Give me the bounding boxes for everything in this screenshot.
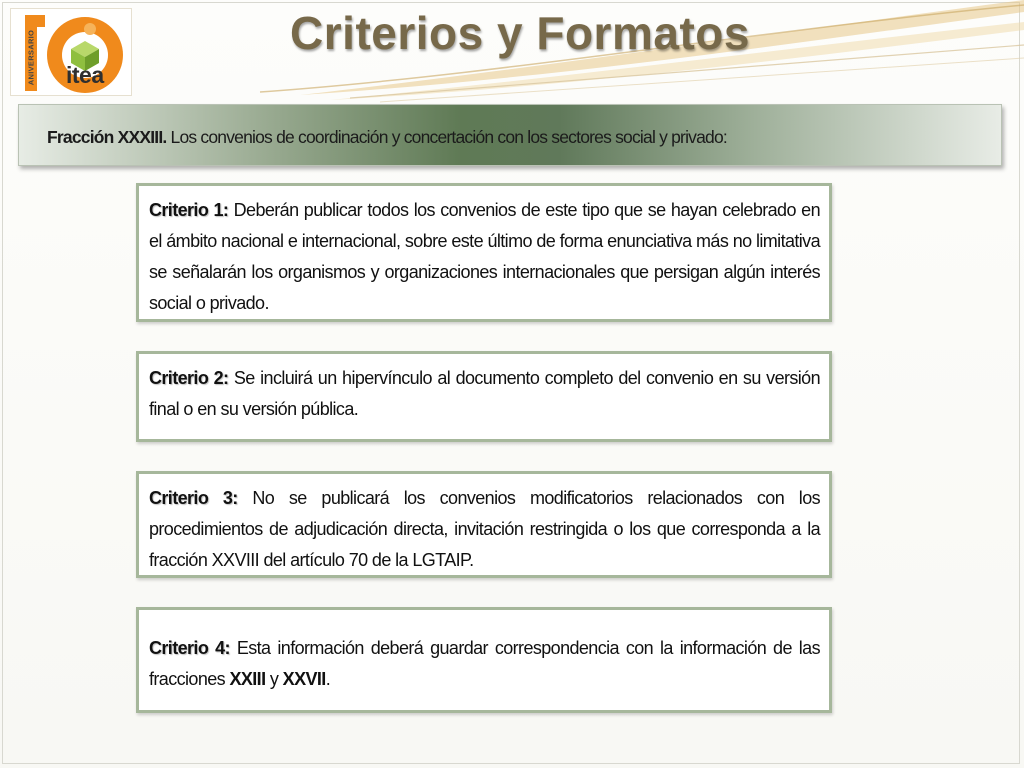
criterion-1-text [149, 195, 820, 319]
criterion-4-box [136, 607, 832, 713]
criterion-4-body: Esta información deberá guardar correspondencia con la información de las fracciones [149, 638, 820, 689]
criterion-4-fraction-a: XXIII [229, 669, 266, 689]
logo-brand-text: itea [66, 62, 104, 88]
criterion-2-text [149, 363, 820, 425]
criterion-4-text [149, 633, 820, 695]
criterion-3-body: No se publicará los convenios modificatorios relacionados con los procedimientos de adjudicación directa, invitación restringida o los que corresponda a la fracción XXVIII del artículo 70 de la LGTAIP. [149, 488, 820, 570]
criterion-1-body: Deberán publicar todos los convenios de este tipo que se hayan celebrado en el ámbito nacional e internacional, sobre este último de forma enunciativa más no limitativa se señalarán los organismos y organizaciones internacionales que persigan algún interés social o privado. [149, 200, 820, 313]
fraction-description: Los convenios de coordinación y concertación con los sectores social y privado: [166, 127, 727, 147]
criterion-4-connector: y [265, 669, 283, 689]
fraction-label: Fracción XXXIII. [47, 127, 167, 147]
logo-anniversary-text: ANIVERSARIO [26, 29, 36, 86]
criterion-1-box [136, 183, 832, 322]
slide-title: Criterios y Formatos [290, 7, 750, 59]
criterion-3-text [149, 483, 820, 576]
criterion-2-box [136, 351, 832, 442]
fraction-header-text [47, 127, 727, 148]
criterion-4-fraction-b: XXVII [282, 669, 326, 689]
criterion-1-label: Criterio 1: [149, 200, 229, 220]
criterion-4-end: . [325, 669, 331, 689]
criterion-3-label: Criterio 3: [149, 488, 238, 508]
criterion-2-label: Criterio 2: [149, 368, 229, 388]
criterion-3-box [136, 471, 832, 578]
fraction-header-bar [18, 104, 1002, 166]
itea-logo [10, 8, 132, 96]
criterion-2-body: Se incluirá un hipervínculo al documento completo del convenio en su versión final o en su versión pública. [149, 368, 820, 419]
criterion-4-label: Criterio 4: [149, 638, 230, 658]
